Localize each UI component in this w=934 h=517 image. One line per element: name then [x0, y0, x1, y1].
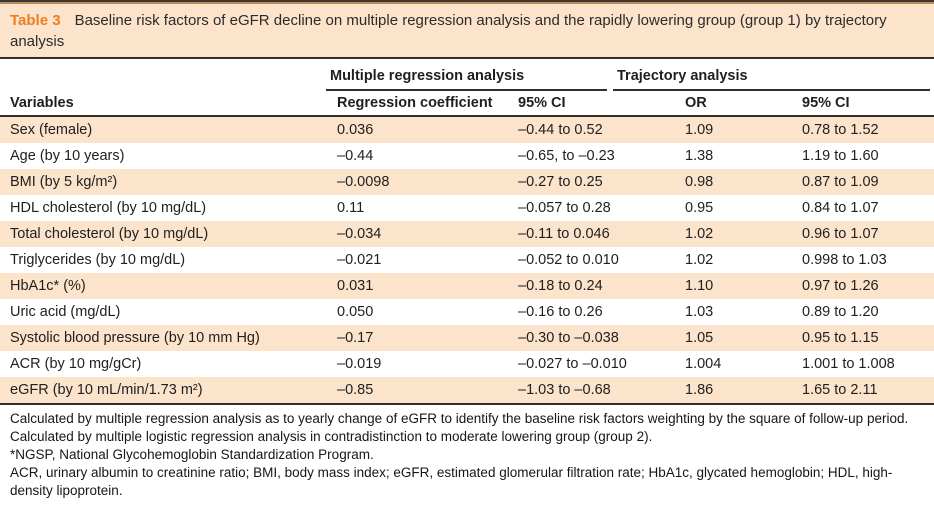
footnotes-block	[0, 405, 934, 500]
cell-95ci-trajectory: 0.998 to 1.03	[802, 252, 887, 268]
cell-95ci-trajectory: 1.19 to 1.60	[802, 148, 879, 164]
cell-or: 1.10	[685, 278, 714, 294]
group-header-trajectory: Trajectory analysis	[613, 68, 930, 91]
cell-variable: Systolic blood pressure (by 10 mm Hg)	[10, 330, 260, 346]
cell-regression-coefficient: –0.034	[337, 226, 382, 242]
cell-or: 0.98	[685, 174, 714, 190]
cell-variable: Uric acid (mg/dL)	[10, 304, 121, 320]
cell-95ci-regression: –1.03 to –0.68	[518, 382, 611, 398]
cell-95ci-regression: –0.65, to –0.23	[518, 148, 615, 164]
cell-95ci-trajectory: 0.96 to 1.07	[802, 226, 879, 242]
cell-variable: Age (by 10 years)	[10, 148, 125, 164]
cell-or: 1.38	[685, 148, 714, 164]
cell-regression-coefficient: 0.050	[337, 304, 374, 320]
cell-variable: Total cholesterol (by 10 mg/dL)	[10, 226, 209, 242]
cell-or: 1.86	[685, 382, 714, 398]
table-row	[0, 273, 934, 299]
cell-95ci-trajectory: 0.84 to 1.07	[802, 200, 879, 216]
cell-95ci-regression: –0.16 to 0.26	[518, 304, 603, 320]
table-row	[0, 325, 934, 351]
footnote-regression-method: Calculated by multiple regression analysis as to yearly change of eGFR to identify the baseline risk factors weighting by the square of follow-up period.	[10, 411, 909, 426]
cell-or: 1.05	[685, 330, 714, 346]
table-row	[0, 169, 934, 195]
cell-regression-coefficient: –0.021	[337, 252, 382, 268]
cell-95ci-trajectory: 0.97 to 1.26	[802, 278, 879, 294]
cell-regression-coefficient: 0.031	[337, 278, 374, 294]
cell-variable: HDL cholesterol (by 10 mg/dL)	[10, 200, 207, 216]
table-row	[0, 143, 934, 169]
cell-95ci-trajectory: 1.001 to 1.008	[802, 356, 895, 372]
cell-95ci-regression: –0.27 to 0.25	[518, 174, 603, 190]
column-header-variables: Variables	[10, 95, 74, 111]
table-number-label: Table 3	[10, 12, 61, 29]
table-row	[0, 195, 934, 221]
cell-variable: HbA1c* (%)	[10, 278, 86, 294]
cell-or: 1.004	[685, 356, 722, 372]
cell-95ci-trajectory: 0.89 to 1.20	[802, 304, 879, 320]
cell-95ci-trajectory: 0.95 to 1.15	[802, 330, 879, 346]
cell-95ci-regression: –0.11 to 0.046	[518, 226, 610, 242]
column-header-or: OR	[685, 95, 707, 111]
cell-or: 1.03	[685, 304, 714, 320]
cell-regression-coefficient: –0.85	[337, 382, 374, 398]
cell-95ci-regression: –0.30 to –0.038	[518, 330, 619, 346]
cell-regression-coefficient: 0.11	[337, 200, 365, 216]
cell-95ci-regression: –0.44 to 0.52	[518, 122, 603, 138]
cell-95ci-regression: –0.18 to 0.24	[518, 278, 603, 294]
cell-95ci-trajectory: 0.87 to 1.09	[802, 174, 879, 190]
cell-or: 1.02	[685, 226, 714, 242]
column-header-95ci-regression: 95% CI	[518, 95, 566, 111]
table-row	[0, 299, 934, 325]
table-row	[0, 351, 934, 377]
caption-text: Baseline risk factors of eGFR decline on multiple regression analysis and the rapidly lowering group (group 1) by trajectory analysis	[10, 12, 887, 50]
cell-variable: Triglycerides (by 10 mg/dL)	[10, 252, 186, 268]
cell-regression-coefficient: –0.44	[337, 148, 374, 164]
cell-95ci-trajectory: 0.78 to 1.52	[802, 122, 879, 138]
table-row	[0, 221, 934, 247]
table-row	[0, 377, 934, 403]
cell-variable: Sex (female)	[10, 122, 93, 138]
table-row	[0, 247, 934, 273]
cell-95ci-trajectory: 1.65 to 2.11	[802, 382, 878, 398]
footnote-ngsp: *NGSP, National Glycohemoglobin Standardization Program.	[10, 447, 374, 462]
column-header-row	[0, 91, 934, 117]
cell-variable: BMI (by 5 kg/m²)	[10, 174, 118, 190]
cell-or: 0.95	[685, 200, 714, 216]
footnote-abbreviations: ACR, urinary albumin to creatinine ratio; BMI, body mass index; eGFR, estimated glomerular filtration rate; HbA1c, glycated hemoglobin; HDL, high-density lipoprotein.	[10, 465, 893, 498]
cell-95ci-regression: –0.052 to 0.010	[518, 252, 619, 268]
column-header-regression-coefficient: Regression coefficient	[337, 95, 493, 111]
table-row	[0, 117, 934, 143]
cell-variable: ACR (by 10 mg/gCr)	[10, 356, 142, 372]
column-header-95ci-trajectory: 95% CI	[802, 95, 850, 111]
cell-regression-coefficient: 0.036	[337, 122, 374, 138]
table-body	[0, 117, 934, 403]
group-header-multiple-regression: Multiple regression analysis	[326, 68, 607, 91]
cell-regression-coefficient: –0.17	[337, 330, 374, 346]
cell-regression-coefficient: –0.0098	[337, 174, 390, 190]
cell-regression-coefficient: –0.019	[337, 356, 382, 372]
cell-or: 1.02	[685, 252, 714, 268]
group-header-row	[0, 59, 934, 91]
table-caption	[0, 4, 934, 57]
cell-variable: eGFR (by 10 mL/min/1.73 m²)	[10, 382, 203, 398]
cell-95ci-regression: –0.057 to 0.28	[518, 200, 611, 216]
cell-or: 1.09	[685, 122, 714, 138]
footnote-logistic-method: Calculated by multiple logistic regression analysis in contradistinction to moderate lowering group (group 2).	[10, 429, 653, 444]
cell-95ci-regression: –0.027 to –0.010	[518, 356, 627, 372]
